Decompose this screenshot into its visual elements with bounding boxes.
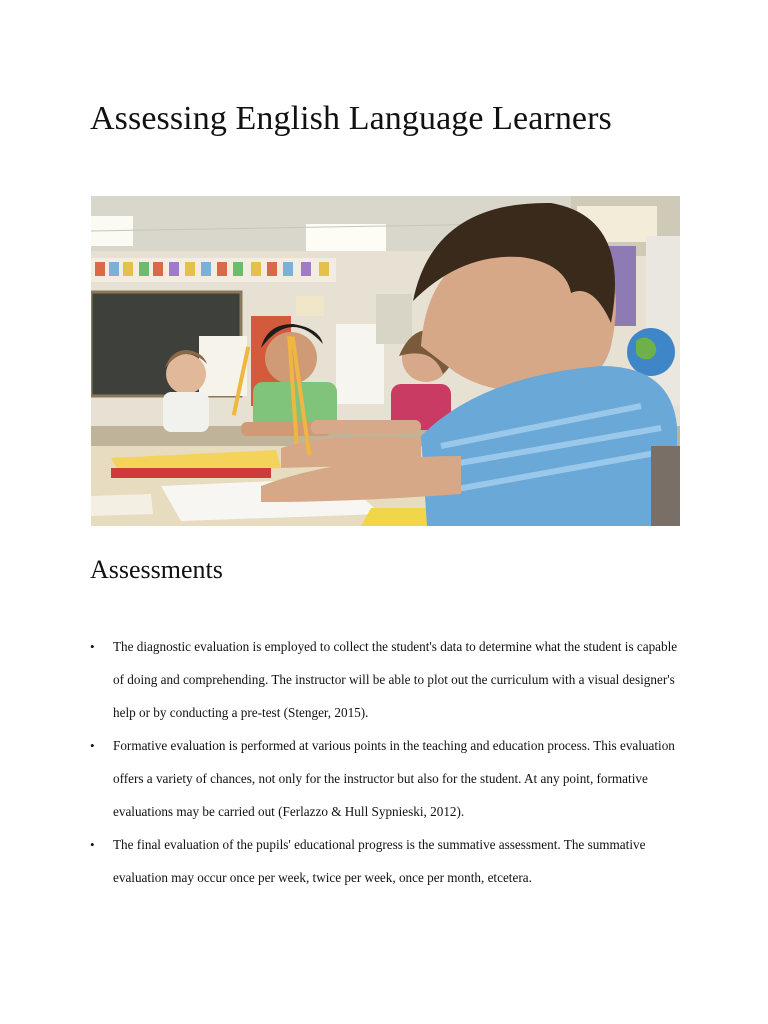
bullet-text-diagnostic: The diagnostic evaluation is employed to collect the student's data to determine what the student is capable of doing and comprehending. The instructor will be able to plot out the curriculum with a visual designer's help or by conducting a pre-test (Stenger, 2015). [113, 639, 678, 720]
classroom-photo [91, 196, 680, 526]
list-item [90, 630, 690, 729]
bullet-text-formative: Formative evaluation is performed at various points in the teaching and education process. This evaluation offers a variety of chances, not only for the instructor but also for the student. At any point, formative evaluations may be carried out (Ferlazzo & Hull Sypnieski, 2012). [113, 738, 675, 819]
bullet-icon: • [90, 837, 95, 852]
bullet-icon: • [90, 639, 95, 654]
list-item [90, 828, 690, 894]
assessment-bullet-list [90, 630, 690, 894]
page-title: Assessing English Language Learners [90, 100, 612, 137]
bullet-icon: • [90, 738, 95, 753]
classroom-photo-illustration [91, 196, 680, 526]
bullet-text-summative: The final evaluation of the pupils' educational progress is the summative assessment. The summative evaluation may occur once per week, twice per week, once per month, etcetera. [113, 837, 646, 885]
list-item [90, 729, 690, 828]
section-heading-assessments: Assessments [90, 555, 223, 584]
